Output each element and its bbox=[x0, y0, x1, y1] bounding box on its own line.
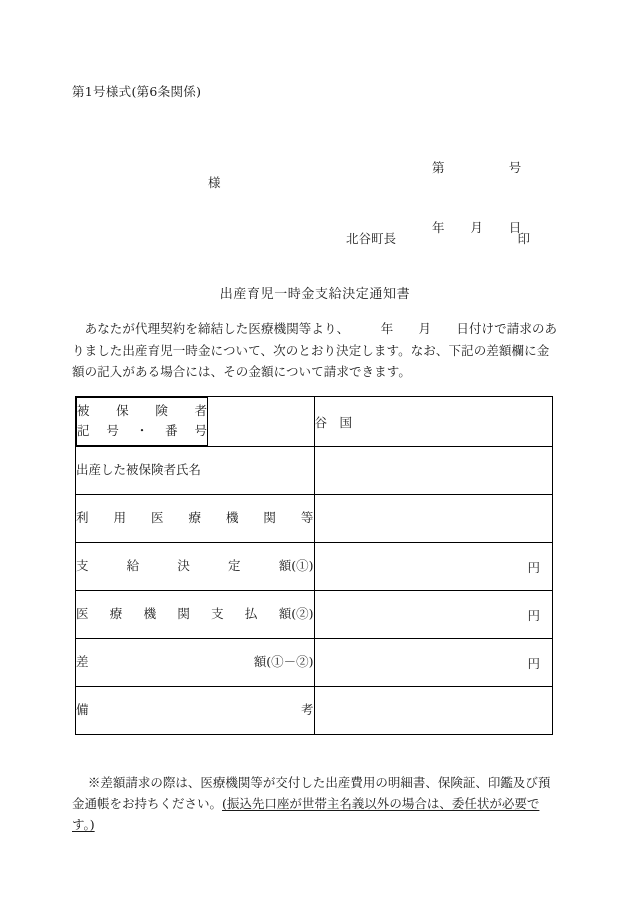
table-row bbox=[76, 495, 553, 543]
issuer-row bbox=[346, 229, 530, 247]
row-label-text: 利 用 医 療 機 関 等 bbox=[76, 510, 314, 526]
row-label-text: 被 保 険 者 bbox=[77, 403, 207, 419]
document-number-block bbox=[432, 118, 522, 278]
footer-note-main: ※差額請求の際は、医療機関等が交付した出産費用の明細書、保険証、印鑑及び預金通帳をお持ちください。 bbox=[72, 775, 551, 811]
row-value-cell[interactable]: 円 bbox=[314, 591, 553, 639]
row-value-cell[interactable]: 谷 国 bbox=[314, 397, 553, 447]
row-value-cell[interactable] bbox=[314, 447, 553, 495]
row-value-cell[interactable] bbox=[314, 495, 553, 543]
row-value-cell[interactable]: 円 bbox=[314, 639, 553, 687]
row-label-text: 支 給 決 定 額(①) bbox=[76, 558, 314, 574]
table-row bbox=[76, 591, 553, 639]
table-row bbox=[76, 447, 553, 495]
row-label-text: 医 療 機 関 支 払 額(②) bbox=[76, 606, 314, 622]
row-value-cell[interactable] bbox=[314, 687, 553, 735]
row-value-cell[interactable]: 円 bbox=[314, 543, 553, 591]
row-label-cell bbox=[76, 495, 315, 543]
table-body bbox=[76, 397, 553, 735]
issuer-name: 北谷町長 bbox=[346, 231, 397, 246]
table-row bbox=[76, 687, 553, 735]
footer-note-underlined: (振込先口座が世帯主名義以外の場合は、委任状が必要です。) bbox=[72, 796, 540, 832]
row-label-cell bbox=[76, 447, 315, 495]
addressee-honorific: 様 bbox=[208, 175, 221, 190]
footer-notes bbox=[72, 751, 562, 856]
row-label-cell bbox=[76, 543, 315, 591]
page-title: 出産育児一時金支給決定通知書 bbox=[219, 287, 411, 302]
document-number-line: 第 号 bbox=[432, 160, 522, 175]
table-row bbox=[76, 543, 553, 591]
table-row bbox=[76, 397, 553, 447]
row-label-cell bbox=[76, 687, 315, 735]
row-label-text: 記 号 ・ 番 号 bbox=[77, 423, 207, 438]
table-row bbox=[76, 639, 553, 687]
row-label-cell bbox=[76, 397, 208, 446]
body-paragraph: あなたが代理契約を締結した医療機関等より、 年 月 日付けで請求のありました出産育児一時金について、次のとおり決定します。なお、下記の差額欄に金額の記入がある場合には、その金額について請求できます。 bbox=[72, 321, 558, 379]
form-number: 第1号様式(第6条関係) bbox=[72, 84, 202, 99]
row-label-text: 出産した被保険者氏名 bbox=[76, 462, 202, 478]
document-date-line: 年 月 日 bbox=[432, 220, 522, 235]
row-label-text: 差 額(①－②) bbox=[76, 654, 314, 670]
row-label-text: 備 考 bbox=[76, 702, 314, 718]
seal-mark: 印 bbox=[517, 231, 530, 246]
row-label-cell bbox=[76, 639, 315, 687]
row-label-cell bbox=[76, 591, 315, 639]
notification-table bbox=[75, 396, 553, 735]
